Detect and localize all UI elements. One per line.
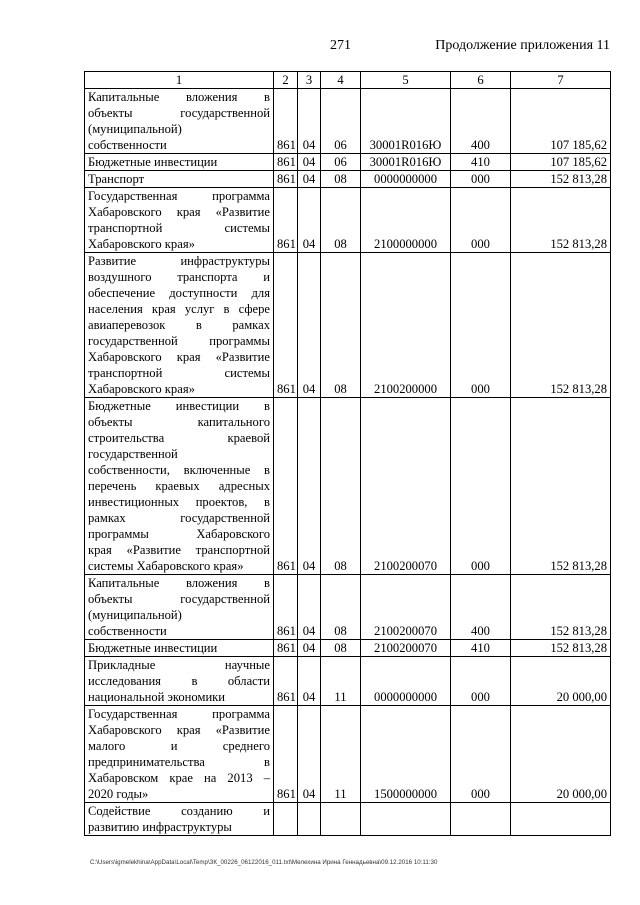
admin-code-cell: 861 — [274, 640, 298, 657]
section-cell: 04 — [298, 188, 321, 253]
item-name-line: Бюджетные инвестиции — [88, 641, 218, 655]
item-name-cell — [85, 575, 274, 640]
item-name-line: собственности, включенные в — [88, 463, 270, 477]
section-cell: 04 — [298, 89, 321, 154]
table-row — [85, 188, 611, 253]
item-name-line: Хабаровского края «Развитие — [88, 723, 270, 737]
footer-file-path: C:\Users\igmelekhina\AppData\Local\Temp\ЗК_00226_06122016_011.txt\Мелехина Ирина Геннадьевна\09.12.2016 10:11:30 — [90, 859, 438, 866]
subsection-cell: 11 — [321, 657, 361, 706]
target-article-cell: 1500000000 — [361, 706, 451, 803]
item-name-line: Хабаровского края «Развитие — [88, 350, 270, 364]
item-name-line: Развитие инфраструктуры — [88, 254, 270, 268]
table-row — [85, 803, 611, 836]
table-row — [85, 640, 611, 657]
item-name-line: населения края услуг в сфере — [88, 302, 270, 316]
admin-code-cell: 861 — [274, 171, 298, 188]
item-name-cell — [85, 253, 274, 398]
amount-cell: 152 813,28 — [511, 640, 611, 657]
target-article-cell: 30001R016Ю — [361, 154, 451, 171]
item-name-cell — [85, 706, 274, 803]
subsection-cell: 08 — [321, 398, 361, 575]
table-row — [85, 89, 611, 154]
item-name-cell — [85, 398, 274, 575]
item-name-line: транспортной системы — [88, 221, 270, 235]
amount-cell: 152 813,28 — [511, 253, 611, 398]
continuation-label: Продолжение приложения 11 — [435, 38, 610, 53]
admin-code-cell: 861 — [274, 188, 298, 253]
admin-code-cell — [274, 803, 298, 836]
item-name-line: малого и среднего — [88, 739, 270, 753]
item-name-line: развитию инфраструктуры — [88, 820, 232, 834]
target-article-cell: 2100200070 — [361, 640, 451, 657]
column-header-1: 1 — [85, 72, 274, 89]
table-row — [85, 575, 611, 640]
subsection-cell: 06 — [321, 89, 361, 154]
item-name-line: Хабаровского края» — [88, 237, 195, 251]
amount-cell: 107 185,62 — [511, 154, 611, 171]
target-article-cell — [361, 803, 451, 836]
section-cell — [298, 803, 321, 836]
subsection-cell: 08 — [321, 640, 361, 657]
item-name-line: края «Развитие транспортной — [88, 543, 270, 557]
item-name-cell — [85, 657, 274, 706]
item-name-cell — [85, 640, 274, 657]
expense-type-cell: 400 — [451, 575, 511, 640]
expense-type-cell: 000 — [451, 657, 511, 706]
amount-cell: 152 813,28 — [511, 188, 611, 253]
item-name-line: собственности — [88, 138, 167, 152]
section-cell: 04 — [298, 575, 321, 640]
target-article-cell: 0000000000 — [361, 171, 451, 188]
item-name-cell — [85, 188, 274, 253]
subsection-cell — [321, 803, 361, 836]
item-name-line: обеспечение доступности для — [88, 286, 270, 300]
item-name-line: объекты капитального — [88, 415, 270, 429]
budget-table — [84, 71, 611, 836]
expense-type-cell: 400 — [451, 89, 511, 154]
table-row — [85, 171, 611, 188]
amount-cell: 152 813,28 — [511, 398, 611, 575]
section-cell: 04 — [298, 657, 321, 706]
expense-type-cell: 410 — [451, 154, 511, 171]
item-name-line: авиаперевозок в рамках — [88, 318, 270, 332]
table-header — [85, 72, 611, 89]
item-name-line: Хабаровского края «Развитие — [88, 205, 270, 219]
admin-code-cell: 861 — [274, 575, 298, 640]
item-name-line: Государственная программа — [88, 707, 270, 721]
item-name-line: Транспорт — [88, 172, 145, 186]
expense-type-cell: 000 — [451, 171, 511, 188]
subsection-cell: 08 — [321, 171, 361, 188]
column-header-6: 6 — [451, 72, 511, 89]
section-cell: 04 — [298, 253, 321, 398]
expense-type-cell — [451, 803, 511, 836]
item-name-line: перечень краевых адресных — [88, 479, 270, 493]
item-name-line: Хабаровского края» — [88, 382, 195, 396]
item-name-line: (муниципальной) — [88, 608, 182, 622]
target-article-cell: 2100200000 — [361, 253, 451, 398]
column-header-7: 7 — [511, 72, 611, 89]
amount-cell — [511, 803, 611, 836]
item-name-line: программы Хабаровского — [88, 527, 270, 541]
item-name-cell — [85, 171, 274, 188]
subsection-cell: 11 — [321, 706, 361, 803]
admin-code-cell: 861 — [274, 657, 298, 706]
amount-cell: 20 000,00 — [511, 657, 611, 706]
expense-type-cell: 000 — [451, 398, 511, 575]
item-name-line: транспортной системы — [88, 366, 270, 380]
subsection-cell: 08 — [321, 575, 361, 640]
section-cell: 04 — [298, 706, 321, 803]
table-row — [85, 657, 611, 706]
item-name-line: инвестиционных проектов, в — [88, 495, 270, 509]
item-name-line: объекты государственной — [88, 106, 270, 120]
table-row — [85, 706, 611, 803]
target-article-cell: 2100200070 — [361, 398, 451, 575]
item-name-line: исследования в области — [88, 674, 270, 688]
amount-cell: 152 813,28 — [511, 171, 611, 188]
item-name-line: рамках государственной — [88, 511, 270, 525]
table-body — [85, 89, 611, 836]
item-name-line: строительства краевой — [88, 431, 270, 445]
column-header-3: 3 — [298, 72, 321, 89]
item-name-line: воздушного транспорта и — [88, 270, 270, 284]
item-name-line: Бюджетные инвестиции — [88, 155, 218, 169]
item-name-line: Содействие созданию и — [88, 804, 270, 818]
admin-code-cell: 861 — [274, 706, 298, 803]
item-name-line: Бюджетные инвестиции в — [88, 399, 270, 413]
item-name-line: 2020 годы» — [88, 787, 149, 801]
header-row — [85, 72, 611, 89]
table-row — [85, 398, 611, 575]
expense-type-cell: 000 — [451, 706, 511, 803]
subsection-cell: 06 — [321, 154, 361, 171]
target-article-cell: 30001R016Ю — [361, 89, 451, 154]
subsection-cell: 08 — [321, 253, 361, 398]
item-name-line: Капитальные вложения в — [88, 576, 270, 590]
target-article-cell: 0000000000 — [361, 657, 451, 706]
subsection-cell: 08 — [321, 188, 361, 253]
item-name-line: объекты государственной — [88, 592, 270, 606]
item-name-line: предпринимательства в — [88, 755, 270, 769]
admin-code-cell: 861 — [274, 154, 298, 171]
item-name-cell — [85, 154, 274, 171]
expense-type-cell: 000 — [451, 188, 511, 253]
section-cell: 04 — [298, 154, 321, 171]
amount-cell: 107 185,62 — [511, 89, 611, 154]
target-article-cell: 2100200070 — [361, 575, 451, 640]
admin-code-cell: 861 — [274, 398, 298, 575]
column-header-2: 2 — [274, 72, 298, 89]
table-row — [85, 253, 611, 398]
admin-code-cell: 861 — [274, 253, 298, 398]
admin-code-cell: 861 — [274, 89, 298, 154]
item-name-line: собственности — [88, 624, 167, 638]
item-name-line: государственной — [88, 447, 178, 461]
section-cell: 04 — [298, 171, 321, 188]
page-number: 271 — [330, 38, 351, 53]
item-name-line: Прикладные научные — [88, 658, 270, 672]
item-name-cell — [85, 89, 274, 154]
item-name-line: (муниципальной) — [88, 122, 182, 136]
section-cell: 04 — [298, 398, 321, 575]
item-name-line: Капитальные вложения в — [88, 90, 270, 104]
column-header-5: 5 — [361, 72, 451, 89]
expense-type-cell: 410 — [451, 640, 511, 657]
item-name-line: Хабаровском крае на 2013 – — [88, 771, 270, 785]
target-article-cell: 2100000000 — [361, 188, 451, 253]
item-name-line: системы Хабаровского края» — [88, 559, 244, 573]
expense-type-cell: 000 — [451, 253, 511, 398]
item-name-line: национальной экономики — [88, 690, 226, 704]
column-header-4: 4 — [321, 72, 361, 89]
table-row — [85, 154, 611, 171]
item-name-line: государственной программы — [88, 334, 270, 348]
section-cell: 04 — [298, 640, 321, 657]
item-name-line: Государственная программа — [88, 189, 270, 203]
amount-cell: 20 000,00 — [511, 706, 611, 803]
item-name-cell — [85, 803, 274, 836]
amount-cell: 152 813,28 — [511, 575, 611, 640]
